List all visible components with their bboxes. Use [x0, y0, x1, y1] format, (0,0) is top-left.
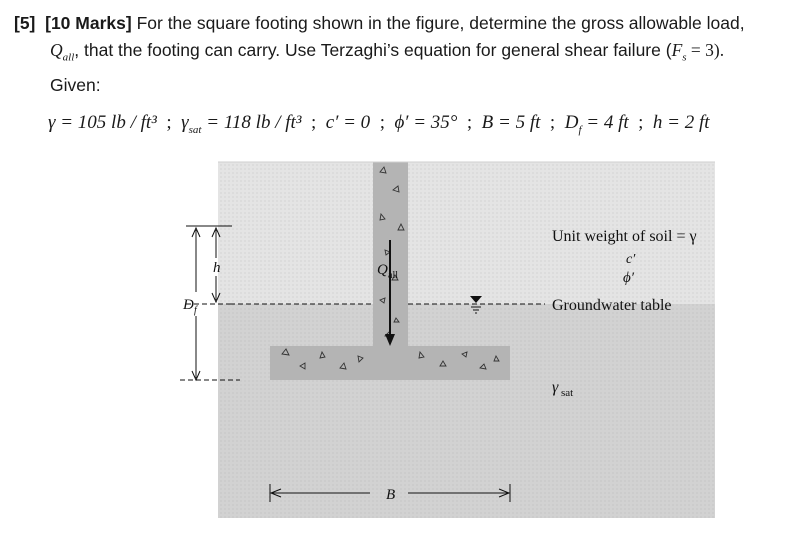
- given-Df-symbol: D: [564, 112, 579, 133]
- given-c: c′ = 0: [325, 112, 371, 133]
- unit-weight-label: Unit weight of soil = γ: [552, 228, 697, 245]
- given-gamma-sat-value: = 118 lb / ft³: [201, 112, 302, 133]
- sep-1: ;: [166, 112, 172, 133]
- soil-texture: [218, 162, 715, 518]
- problem-marks: [10 Marks]: [45, 13, 132, 33]
- sep-3: ;: [379, 112, 385, 133]
- b-label: B: [386, 487, 396, 503]
- q-symbol: Q: [50, 40, 63, 60]
- given-Df-sub: f: [578, 123, 582, 136]
- problem-number: [5]: [14, 13, 36, 33]
- h-label: h: [213, 260, 221, 276]
- given-B: B = 5 ft: [481, 112, 541, 133]
- problem-text-2: , that the footing can carry. Use Terzaghi’s equation for general shear failure (: [74, 40, 672, 60]
- given-phi: ϕ′ = 35°: [394, 112, 458, 133]
- phi-label: ϕ′: [623, 270, 635, 286]
- q-label: Q: [377, 262, 388, 278]
- given-h: h = 2 ft: [652, 112, 710, 133]
- q-label-sub: all: [388, 270, 398, 281]
- sep-5: ;: [549, 112, 556, 133]
- given-Df-value: = 4 ft: [581, 112, 629, 133]
- footing-base: [270, 346, 510, 380]
- sep-2: ;: [310, 112, 317, 133]
- gamma-sat-label: γ: [552, 379, 559, 396]
- given-label: Given:: [50, 74, 101, 95]
- gamma-sat-sub-label: sat: [561, 387, 574, 399]
- given-gamma: γ = 105 lb / ft³: [48, 112, 157, 133]
- sep-4: ;: [466, 112, 473, 133]
- q-sub: all: [62, 51, 75, 64]
- fs-symbol: F: [671, 40, 683, 60]
- problem-text-1: For the square footing shown in the figure, determine the gross allowable load,: [136, 13, 745, 33]
- fs-value: = 3).: [686, 40, 725, 60]
- df-label-sub: f: [194, 305, 197, 316]
- gwt-label: Groundwater table: [552, 297, 672, 314]
- df-label: D: [183, 297, 194, 313]
- fs-sub: s: [682, 51, 687, 64]
- given-gamma-sat-sub: sat: [188, 123, 202, 136]
- c-label: c′: [626, 252, 636, 267]
- sep-6: ;: [638, 112, 644, 133]
- given-gamma-sat-symbol: γ: [181, 112, 189, 133]
